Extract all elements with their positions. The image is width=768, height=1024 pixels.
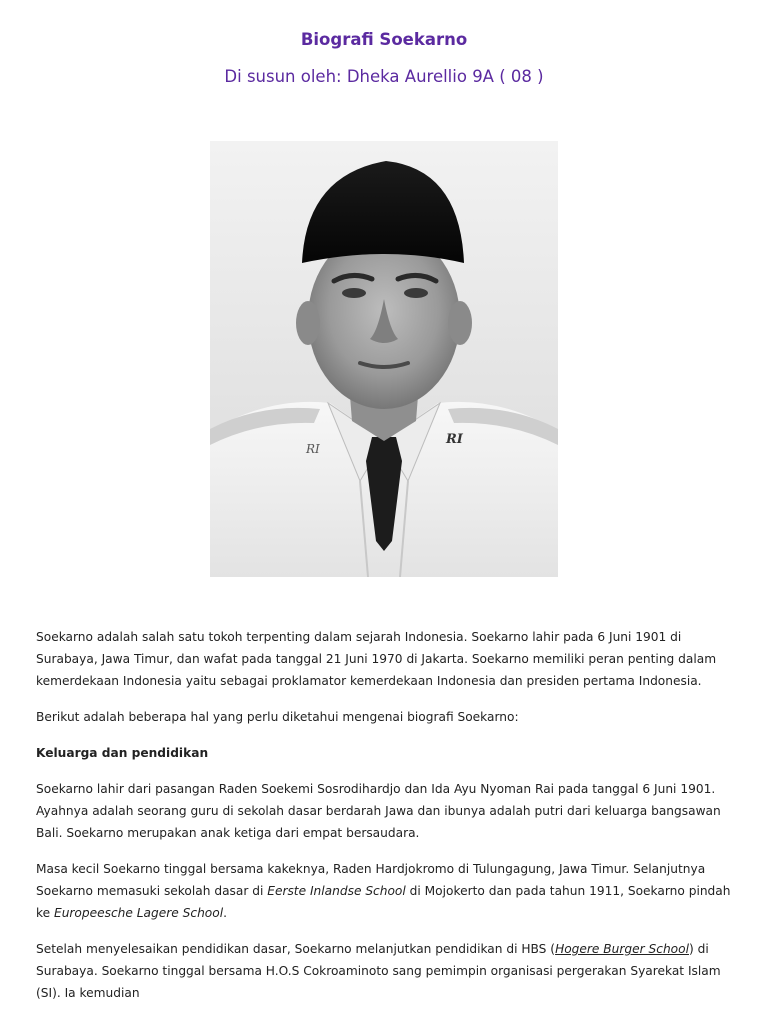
paragraph-childhood	[36, 858, 736, 924]
paragraph-lead-in: Berikut adalah beberapa hal yang perlu diketahui mengenai biografi Soekarno:	[36, 710, 519, 724]
paragraph-text: ) di Surabaya. Soekarno tinggal bersama H.O.S Cokroaminoto sang pemimpin organisasi pergerakan Syarekat Islam (SI). Ia kemudian	[36, 942, 721, 1000]
paragraph-text: di Mojokerto dan pada tahun 1911, Soekarno pindah ke	[36, 884, 731, 920]
school-name-italic: Europeesche Lagere School	[54, 906, 224, 920]
paragraph-intro: Soekarno adalah salah satu tokoh terpenting dalam sejarah Indonesia. Soekarno lahir pada 6 Juni 1901 di Surabaya, Jawa Timur, dan wafat pada tanggal 21 Juni 1970 di Jakarta. Soekarno memiliki peran penting dalam kemerdekaan Indonesia yaitu sebagai proklamator kemerdekaan Indonesia dan presiden pertama Indonesia.	[36, 630, 717, 688]
portrait-photo	[210, 141, 558, 577]
collar-insignia-left: RI	[306, 442, 320, 456]
school-name-italic: Eerste Inlandse School	[267, 884, 406, 898]
document-title: Biografi Soekarno	[300, 30, 468, 49]
collar-insignia-right: RI	[446, 432, 463, 447]
paragraph-text: .	[223, 906, 227, 920]
paragraph-text: Masa kecil Soekarno tinggal bersama kakeknya, Raden Hardjokromo di Tulungagung, Jawa Timur. Selanjutnya Soekarno memasuki sekolah dasar di	[36, 862, 706, 898]
article-body	[36, 626, 736, 1018]
school-name-link[interactable]: Hogere Burger School	[555, 942, 689, 956]
portrait-illustration	[210, 141, 558, 577]
paragraph-family: Soekarno lahir dari pasangan Raden Soekemi Sosrodihardjo dan Ida Ayu Nyoman Rai pada tanggal 6 Juni 1901. Ayahnya adalah seorang guru di sekolah dasar berdarah Jawa dan ibunya adalah putri dari keluarga bangsawan Bali. Soekarno merupakan anak ketiga dari empat bersaudara.	[36, 782, 721, 840]
paragraph-education	[36, 938, 736, 1004]
section-heading: Keluarga dan pendidikan	[36, 746, 209, 760]
document-subtitle: Di susun oleh: Dheka Aurellio 9A ( 08 )	[224, 67, 544, 86]
paragraph-text: Setelah menyelesaikan pendidikan dasar, Soekarno melanjutkan pendidikan di HBS (	[36, 942, 556, 956]
